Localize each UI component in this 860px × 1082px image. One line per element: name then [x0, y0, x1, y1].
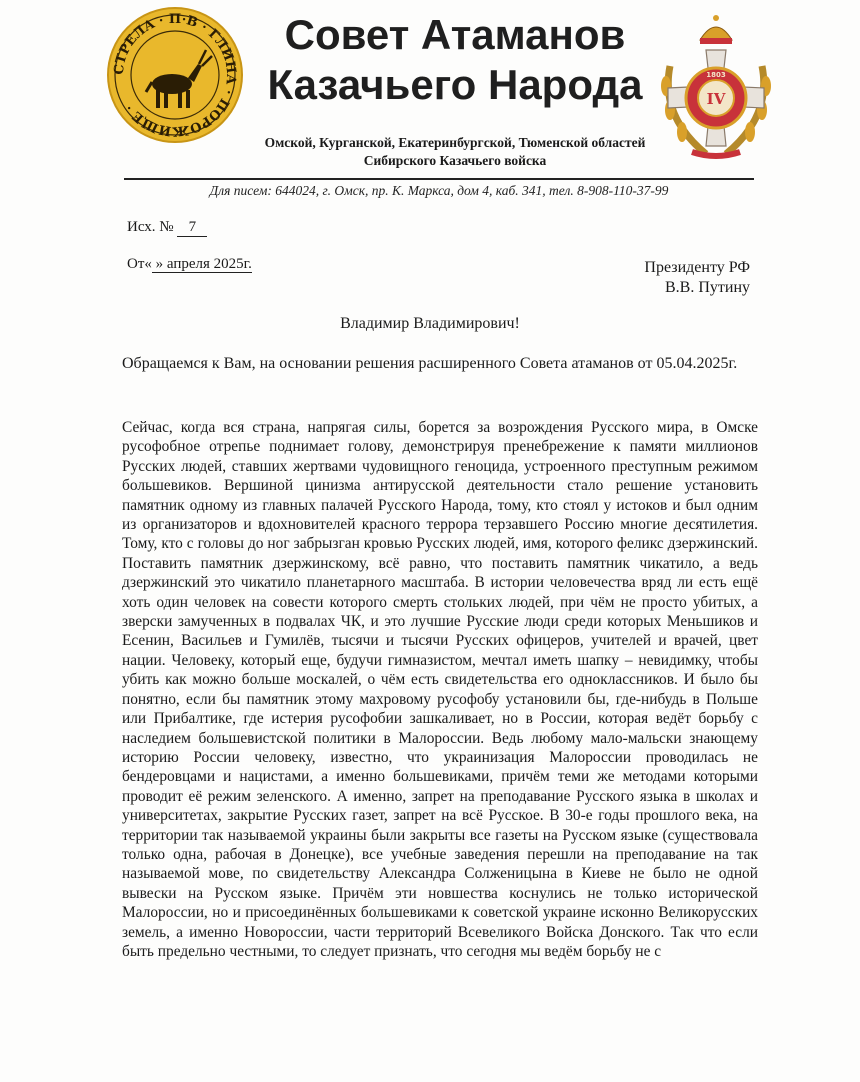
- body-paragraph: Сейчас, когда вся страна, напрягая силы, борется за возрождения Русского мира, в Омске русофобное отрепье поднимает голову, демонстрируя пренебрежение к памяти миллионов Русских людей, ставших жертвами чудовищного геноцида, устроенного преступным режимом большевиков. Вершиной цинизма антирусской деятельности стало решение установить памятник одному из главных палачей Русского Народа, тому, кто стоял у истоков и был одним из организаторов и вдохновителей красного террора терзавшего Россию многие десятилетия. Тому, кто с головы до ног забрызган кровью Русских людей, имя, которого феликс дзержинский. Поставить памятник дзержинскому, всё равно, что поставить памятник чикатило, а ведь дзержинский это чикатило планетарного масштаба. В истории человечества вряд ли есть ещё хоть один человек на совести которого смерть стольких людей, при чём не просто убитых, а зверски замученных в подвалах ЧК, и это лучшие Русские люди среди которых Меньшиков и Есенин, Васильев и Гумилёв, тысячи и тысячи Русских офицеров, учителей и врачей, цвет нации. Человеку, который еще, будучи гимназистом, мечтал иметь шапку – невидимку, чтобы убить как можно больше москалей, о чём есть свидетельства его одноклассников. И было бы понятно, если бы памятник этому махровому русофобу установили бы, где-нибудь в Польше или Прибалтике, где истерия русофобии зашкаливает, но в России, которая ведёт борьбу с наследием большевистской политики в Малороссии. Ведь любому мало-мальски знающему историю России человеку, известно, что украинизация Малороссии проводилась не бендеровцами и нацистами, а именно большевиками, причём теми же методами которыми проводит её режим зеленского. А именно, запрет на преподавание Русского языка в школах и университетах, закрытие Русских газет, запрет на всё Русское. В 30-е годы прошлого века, на территории так называемой украины были закрыты все газеты на Русском языке (существовала только одна, рабочая в Донецке), все учебные заведения перешли на преподавание на так называемой мове, по свидетельству Александра Солженицына в Киеве не было не одной вывески на Русском языке. Причём эти новшества коснулись не только исторической Малороссии, но и присоединённых большевиками к советской украине исконно Великорусских земель, а именно Новороссии, части территорий Всевеликого Войска Донского. Так что если быть предельно честными, то следует признать, что сегодня мы ведём борьбу не с: [122, 419, 758, 960]
- reference-number: 7: [177, 219, 207, 237]
- recipient-name: В.В. Путину: [664, 279, 750, 296]
- svg-text:СТРЕЛА · П·В · ГЛИНА · ПОРОЖИЩ: СТРЕЛА · П·В · ГЛИНА · ПОРОЖИЩЕ ·: [111, 11, 239, 139]
- title-line-1: Совет Атаманов: [284, 11, 626, 58]
- svg-text:IV: IV: [706, 90, 726, 108]
- salutation: Владимир Владимирович!: [340, 315, 520, 332]
- outgoing-reference: [127, 219, 207, 237]
- subtitle-line-1: Омской, Курганской, Екатеринбургской, Тюменской областей: [264, 135, 646, 150]
- letter-date: [127, 256, 252, 273]
- title-line-2: Казачьего Народа: [267, 61, 643, 108]
- organization-title: [250, 10, 660, 110]
- recipient-title: Президенту РФ: [644, 259, 750, 276]
- cossack-seal-logo: [106, 6, 244, 144]
- date-value: » апреля 2025г.: [151, 256, 252, 272]
- date-prefix: От«: [127, 256, 152, 272]
- subtitle-line-2: Сибирского Казачьего войска: [363, 153, 547, 168]
- recipient-block: [630, 258, 750, 298]
- organization-subtitle: [245, 134, 665, 170]
- cossack-army-emblem: [656, 6, 776, 164]
- svg-text:1803: 1803: [706, 71, 726, 79]
- reference-prefix: Исх. №: [127, 219, 174, 235]
- mailing-address: Для писем: 644024, г. Омск, пр. К. Маркса, дом 4, каб. 341, тел. 8-908-110-37-99: [209, 183, 669, 198]
- header-rule: [124, 178, 754, 180]
- intro-paragraph: Обращаемся к Вам, на основании решения расширенного Совета атаманов от 05.04.2025г.: [122, 355, 738, 372]
